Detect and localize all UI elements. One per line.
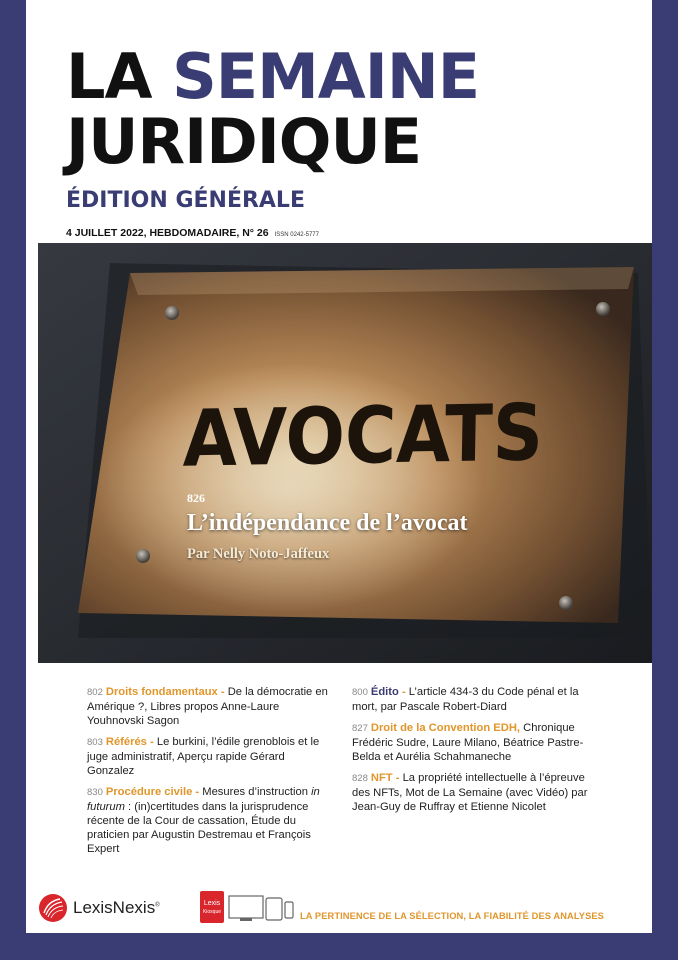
- toc-item[interactable]: 830 Procédure civile - Mesures d’instruction in futurum : (in)certitudes dans la jurisprudence récente de la Cour de cassation, Étude du praticien par Augustin Destremau et François Expert: [87, 786, 320, 855]
- toc-topic: Droits fondamentaux: [105, 686, 218, 698]
- toc-text: De la démocratie en Amérique ?, Libres propos Anne-Laure Youhnovski Sagon: [87, 686, 328, 727]
- sign-text: AVOCATS: [182, 387, 586, 485]
- issn: ISSN 0242-5777: [274, 232, 319, 238]
- toc-topic: Droit de la Convention EDH,: [370, 722, 521, 734]
- toc-item[interactable]: 828 NFT - La propriété intellectuelle à l’épreuve des NFTs, Mot de La Semaine (avec Vidéo) par Jean-Guy de Ruffray et Etienne Nicolet: [352, 772, 588, 813]
- toc-item[interactable]: 827 Droit de la Convention EDH, Chronique Frédéric Sudre, Laure Milano, Béatrice Pastre-Belda et Aurélia Schahmaneche: [352, 722, 584, 763]
- toc-right-column: [352, 685, 600, 821]
- masthead-semaine: SEMAINE: [172, 40, 480, 113]
- cover-photo: [38, 243, 652, 663]
- edition-label: ÉDITION GÉNÉRALE: [66, 188, 305, 213]
- toc-text: L’article 434-3 du Code pénal et la mort, par Pascale Robert-Diard: [352, 686, 579, 713]
- masthead-la: LA: [66, 40, 152, 113]
- cover-author: Par Nelly Noto-Jaffeux: [187, 546, 330, 562]
- lexis-kiosque-badge[interactable]: Lexis Kiosque: [200, 891, 224, 923]
- toc-text: Le burkini, l’édile grenoblois et le juge administratif, Aperçu rapide Gérard Gonzalez: [87, 736, 320, 777]
- lexisnexis-logo-icon: [38, 893, 68, 923]
- brand-name: LexisNexis: [73, 898, 156, 917]
- toc-text: La propriété intellectuelle à l’épreuve des NFTs, Mot de La Semaine (avec Vidéo) par Jean-Guy de Ruffray et Etienne Nicolet: [352, 772, 588, 813]
- avocats-plaque-image: [38, 243, 652, 663]
- toc-left-column: [87, 685, 333, 863]
- toc-topic: Procédure civile: [105, 786, 193, 798]
- toc-topic: Édito: [370, 686, 399, 698]
- tagline: LA PERTINENCE DE LA SÉLECTION, LA FIABILITÉ DES ANALYSES: [300, 911, 604, 921]
- toc-item[interactable]: 803 Référés - Le burkini, l’édile grenoblois et le juge administratif, Aperçu rapide Gérard Gonzalez: [87, 736, 320, 777]
- masthead-juridique: JURIDIQUE: [66, 105, 422, 178]
- toc-text: : (in)certitudes dans la jurisprudence récente de la Cour de cassation, Étude du praticien par Augustin Destremau et François Expert: [87, 801, 311, 855]
- toc-item[interactable]: 800 Édito - L’article 434-3 du Code pénal et la mort, par Pascale Robert-Diard: [352, 686, 579, 713]
- toc-text: Chronique Frédéric Sudre, Laure Milano, Béatrice Pastre-Belda et Aurélia Schahmaneche: [352, 722, 584, 763]
- issue-date: 4 JUILLET 2022, HEBDOMADAIRE, N° 26: [66, 227, 269, 239]
- toc-item[interactable]: 802 Droits fondamentaux - De la démocratie en Amérique ?, Libres propos Anne-Laure Youhnovski Sagon: [87, 686, 328, 727]
- cover-title[interactable]: L’indépendance de l’avocat: [187, 510, 468, 536]
- dateline: [66, 227, 319, 239]
- lexisnexis-brand[interactable]: LexisNexis ®: [38, 893, 160, 923]
- masthead-line-1: [66, 40, 480, 113]
- toc-topic: Référés: [105, 736, 147, 748]
- toc-italic: in futurum: [87, 786, 320, 813]
- article-number: 826: [187, 491, 205, 505]
- toc-topic: NFT: [370, 772, 393, 784]
- toc-text: Mesures d’instruction: [202, 786, 308, 798]
- devices-icon: [228, 895, 294, 923]
